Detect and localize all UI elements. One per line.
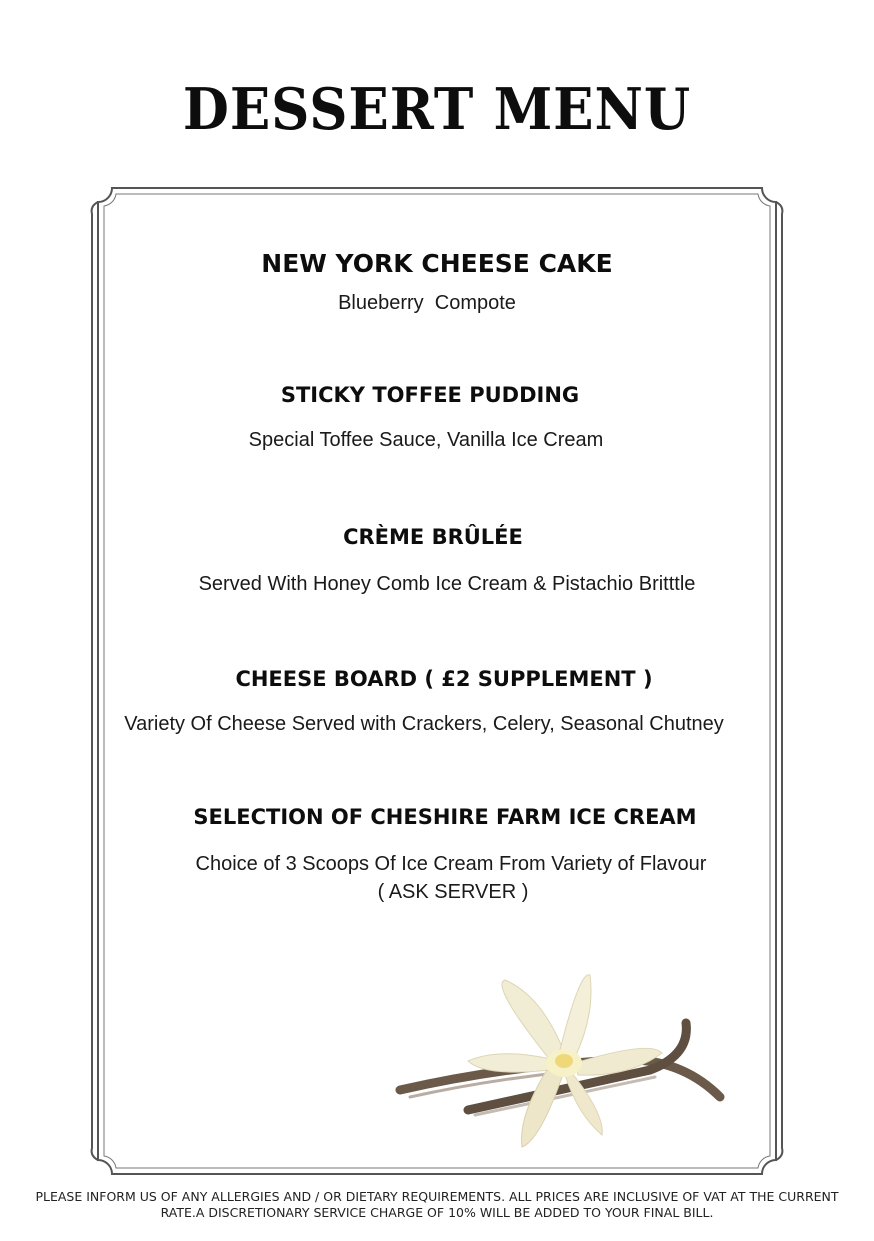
menu-item-title: SELECTION OF CHESHIRE FARM ICE CREAM — [193, 805, 697, 829]
menu-item-description: Special Toffee Sauce, Vanilla Ice Cream — [248, 429, 604, 451]
allergy-notice-line: RATE.A DISCRETIONARY SERVICE CHARGE OF 10% WILL BE ADDED TO YOUR FINAL BILL. — [160, 1205, 714, 1220]
menu-item-title: STICKY TOFFEE PUDDING — [280, 383, 580, 407]
allergy-notice — [0, 1189, 874, 1221]
menu-item-description: Served With Honey Comb Ice Cream & Pistachio Britttle — [198, 573, 696, 595]
vanilla-flower-illustration — [390, 965, 730, 1155]
allergy-notice-line: PLEASE INFORM US OF ANY ALLERGIES AND / OR DIETARY REQUIREMENTS. ALL PRICES ARE INCLUSIVE OF VAT AT THE CURRENT — [35, 1189, 839, 1204]
menu-item-description: Variety Of Cheese Served with Crackers, Celery, Seasonal Chutney — [124, 713, 724, 735]
menu-item-title: CRÈME BRÛLÉE — [343, 525, 523, 549]
menu-item-description: Blueberry Compote — [338, 292, 516, 314]
menu-item-title: NEW YORK CHEESE CAKE — [261, 249, 613, 278]
page-title: DESSERT MENU — [182, 76, 692, 143]
menu-item-description: Choice of 3 Scoops Of Ice Cream From Variety of Flavour — [195, 853, 707, 875]
menu-item-title: CHEESE BOARD ( £2 SUPPLEMENT ) — [235, 667, 653, 691]
menu-item-description-note: ( ASK SERVER ) — [377, 881, 529, 903]
